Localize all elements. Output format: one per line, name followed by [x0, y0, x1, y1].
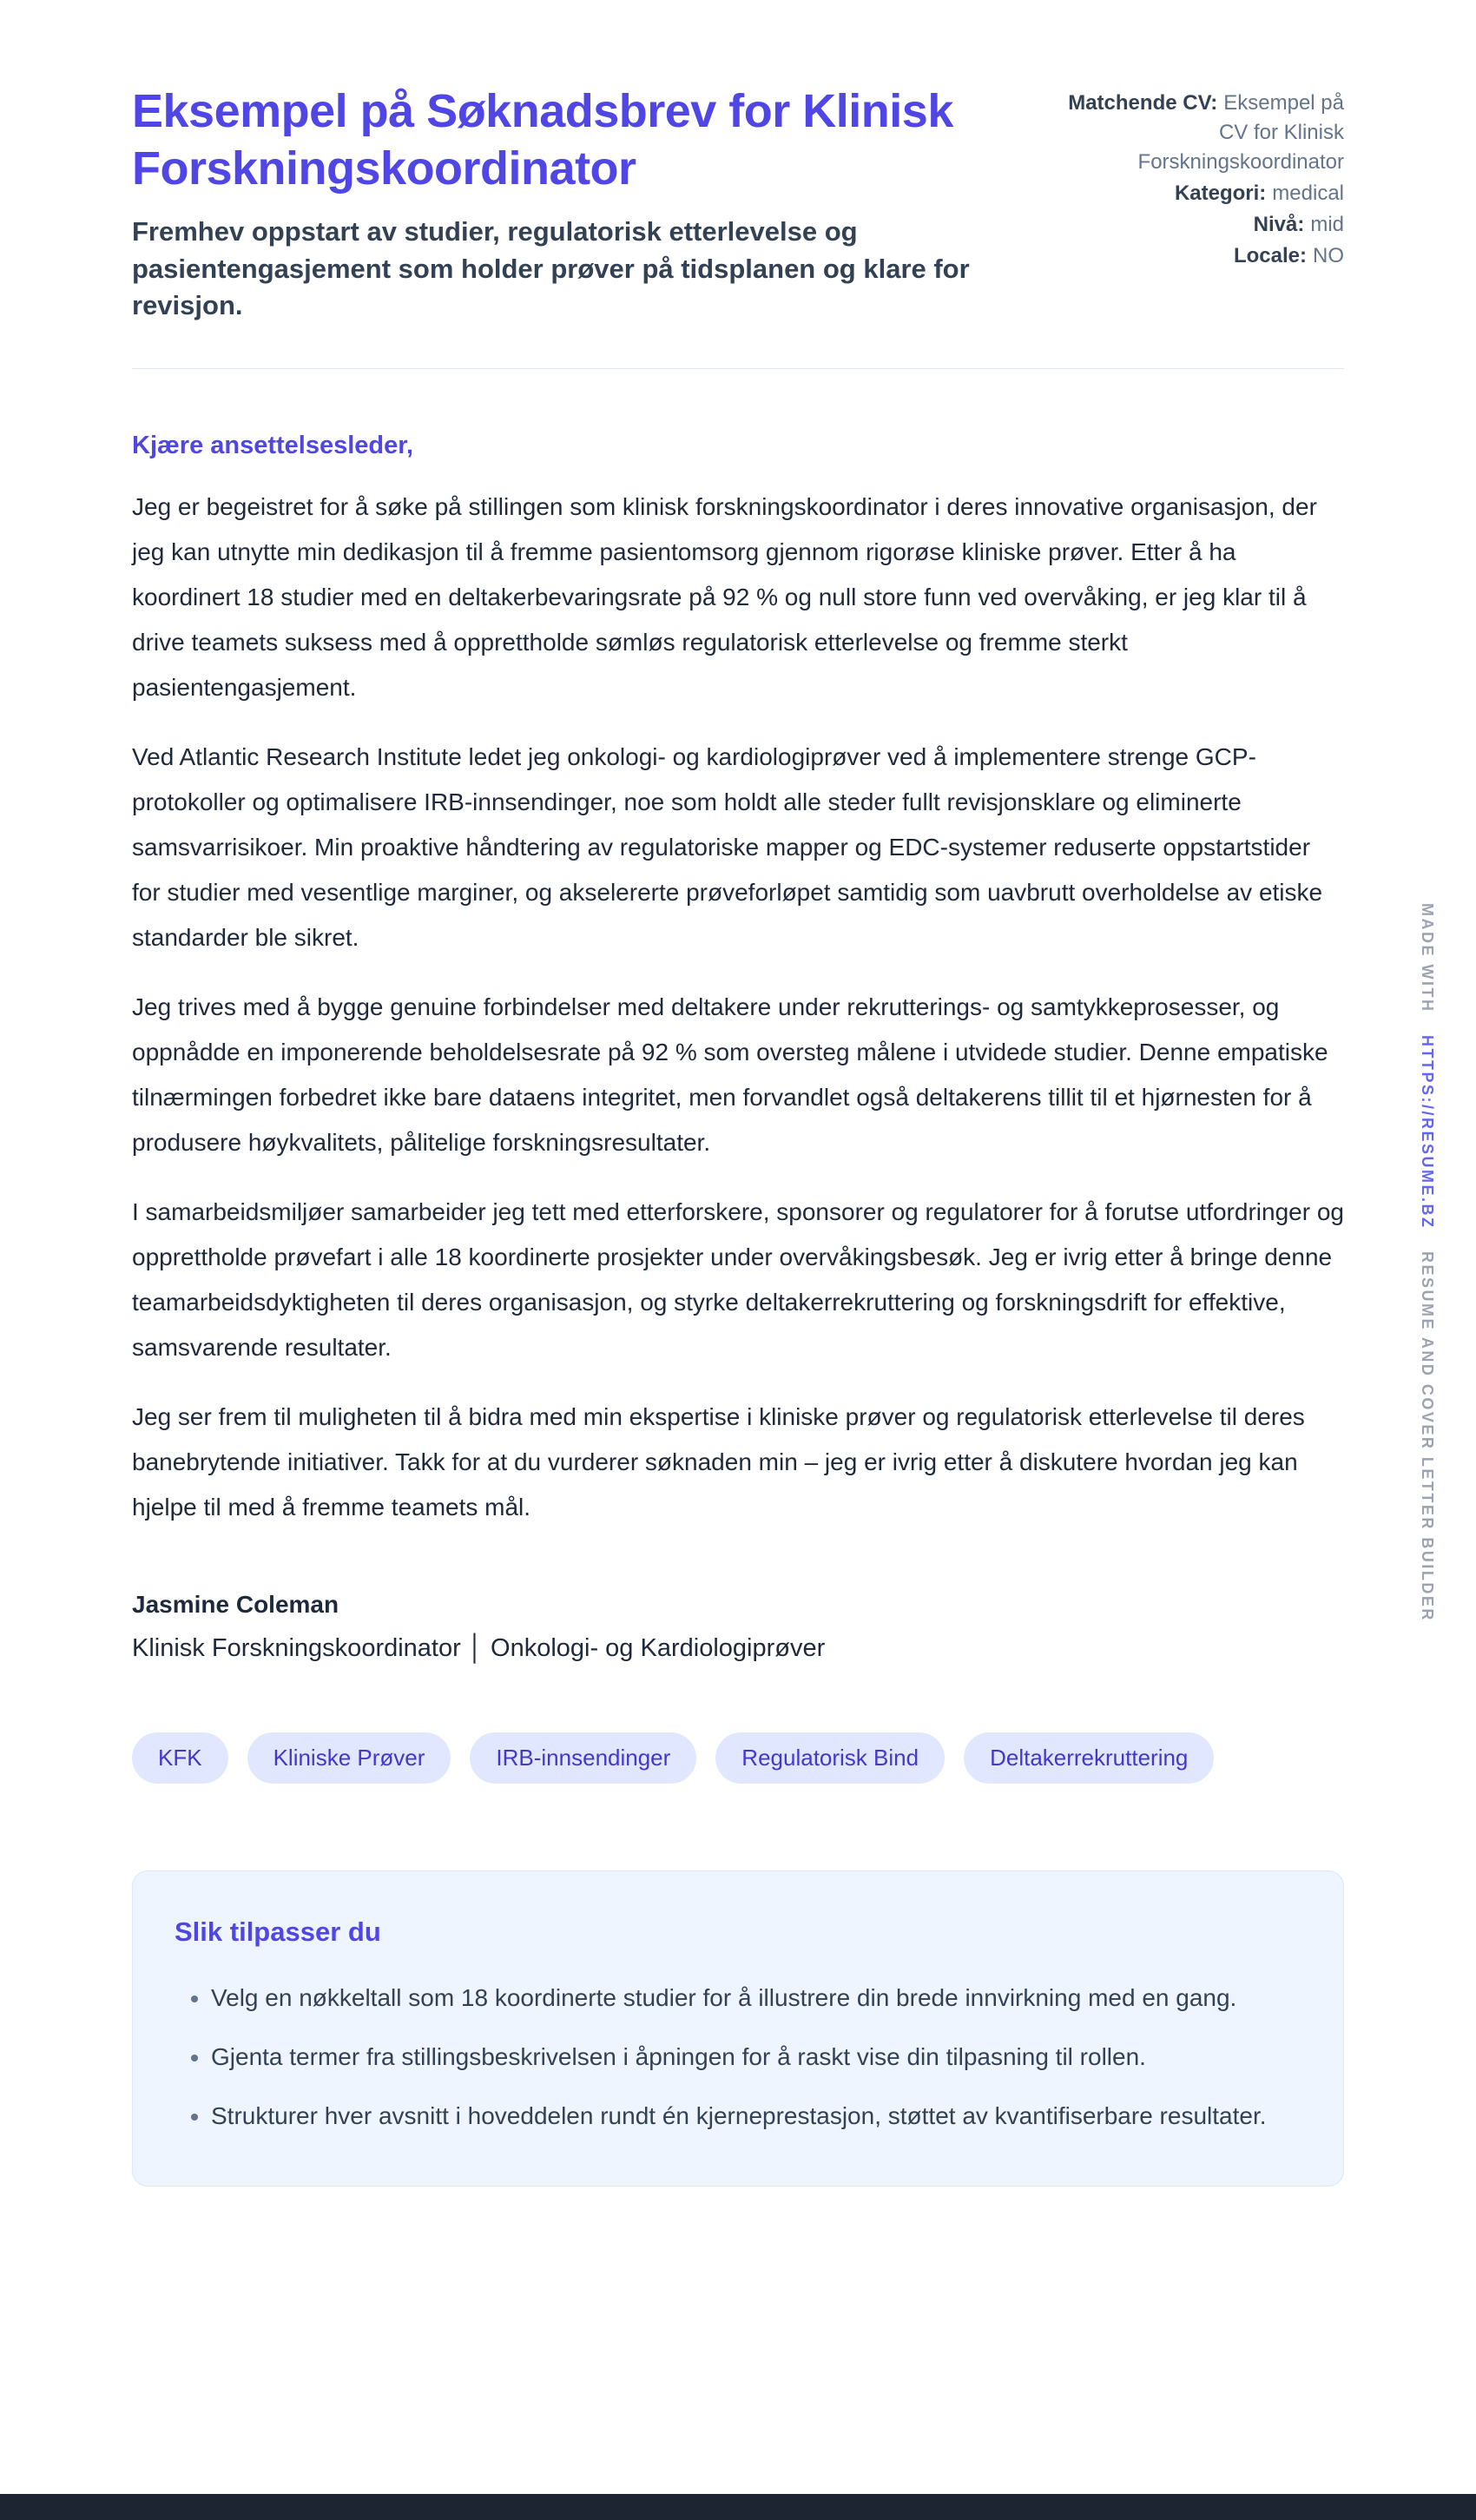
letter-paragraph: Jeg er begeistret for å søke på stillingen som klinisk forskningskoordinator i deres innovative organisasjon, der jeg kan utnytte min dedikasjon til å fremme pasientomsorg gjennom rigorøse kliniske prøver. Etter å ha koordinert 18 studier med en deltakerbevaringsrate på 92 % og null store funn ved overvåking, er jeg klar til å drive teamets suksess med å opprettholde sømløs regulatorisk etterlevelse og fremme sterkt pasientengasjement. [132, 493, 1317, 702]
tips-item: • Gjenta termer fra stillingsbeskrivelsen i åpningen for å raskt vise din tilpasning til rollen. [211, 2036, 1301, 2078]
meta-row-level [1044, 210, 1344, 240]
tag-pill[interactable]: Kliniske Prøver [247, 1732, 451, 1784]
page-subtitle: Fremhev oppstart av studier, regulatorisk etterlevelse og pasientengasjement som holder prøver på tidsplanen og klare for revisjon. [132, 215, 970, 321]
tag-pill[interactable]: IRB-innsendinger [470, 1732, 696, 1784]
cover-letter [132, 432, 1344, 1663]
page-header [132, 83, 1344, 325]
meta-row-locale [1044, 241, 1344, 271]
meta-panel [1044, 89, 1344, 273]
meta-label: Kategori: [1174, 181, 1267, 206]
site-link[interactable]: HTTPS://RESUME.BZ [1419, 1035, 1436, 1230]
letter-paragraph: Jeg ser frem til muligheten til å bidra med min ekspertise i kliniske prøver og regulatorisk etterlevelse til deres banebrytende initiativer. Takk for at du vurderer søknaden min – jeg er ivrig etter å diskutere hvordan jeg kan hjelpe til med å fremme teamets mål. [132, 1403, 1305, 1521]
signature-role: Klinisk Forskningskoordinator │ Onkologi- og Kardiologiprøver [132, 1634, 826, 1663]
tips-title: Slik tilpasser du [175, 1916, 381, 1947]
letter-paragraph: Ved Atlantic Research Institute ledet jeg onkologi- og kardiologiprøver ved å implementere strenge GCP-protokoller og optimalisere IRB-innsendinger, noe som holdt alle steder fullt revisjonsklare og eliminerte samsvarrisikoer. Min proaktive håndtering av regulatoriske mapper og EDC-systemer reduserte oppstartstider for studier med vesentlige marginer, og akselererte prøveforløpet samtidig som uavbrutt overholdelse av etiske standarder ble sikret. [132, 743, 1323, 952]
tag-pill[interactable]: Deltakerrekruttering [964, 1732, 1214, 1784]
signature-name: Jasmine Coleman [132, 1591, 339, 1619]
meta-label: Nivå: [1253, 213, 1305, 237]
credit-prefix: MADE WITH [1419, 903, 1436, 1013]
page-title: Eksempel på Søknadsbrev for Klinisk Forskningskoordinator [132, 85, 953, 195]
meta-label: Matchende CV: [1068, 91, 1218, 115]
tips-item: • Velg en nøkkeltall som 18 koordinerte studier for å illustrere din brede innvirkning med en gang. [211, 1977, 1301, 2019]
header-title-block [132, 83, 1018, 325]
tips-card [132, 1870, 1344, 2187]
meta-value: medical [1272, 181, 1344, 206]
header-divider [132, 368, 1344, 369]
tips-item: • Strukturer hver avsnitt i hoveddelen rundt én kjerneprestasjon, støttet av kvantifiserbare resultater. [211, 2095, 1301, 2137]
footer-bar [0, 2494, 1476, 2520]
meta-value: NO [1313, 244, 1344, 268]
tips-list [175, 1977, 1301, 2137]
meta-value: mid [1310, 213, 1344, 237]
page-content [132, 0, 1344, 2187]
letter-paragraph: Jeg trives med å bygge genuine forbindelser med deltakere under rekrutterings- og samtykkeprosesser, og oppnådde en imponerende beholdelsesrate på 92 % som oversteg målene i utvidede studier. Denne empatiske tilnærmingen forbedret ikke bare dataens integritet, men forvandlet også deltakerens tillit til et hjørnesten for å produsere høykvalitets, pålitelige forskningsresultater. [132, 993, 1328, 1157]
letter-paragraph: I samarbeidsmiljøer samarbeider jeg tett med etterforskere, sponsorer og regulatorer for å forutse utfordringer og opprettholde prøvefart i alle 18 koordinerte prosjekter under overvåkingsbesøk. Jeg er ivrig etter å bringe denne teamarbeidsdyktigheten til deres organisasjon, og styrke deltakerrekruttering og forskningsdrift for effektive, samsvarende resultater. [132, 1198, 1344, 1362]
tag-pill[interactable]: Regulatorisk Bind [715, 1732, 945, 1784]
meta-label: Locale: [1233, 244, 1307, 268]
meta-row-category [1044, 179, 1344, 208]
tag-pill[interactable]: KFK [132, 1732, 228, 1784]
tag-list [132, 1732, 1344, 1784]
letter-greeting: Kjære ansettelsesleder, [132, 432, 414, 460]
credit-suffix: RESUME AND COVER LETTER BUILDER [1419, 1251, 1436, 1622]
meta-row-matching-cv [1044, 89, 1344, 177]
meta-value: Eksempel på CV for Klinisk Forskningskoordinator [1137, 91, 1344, 175]
site-credit [1418, 903, 1436, 1622]
